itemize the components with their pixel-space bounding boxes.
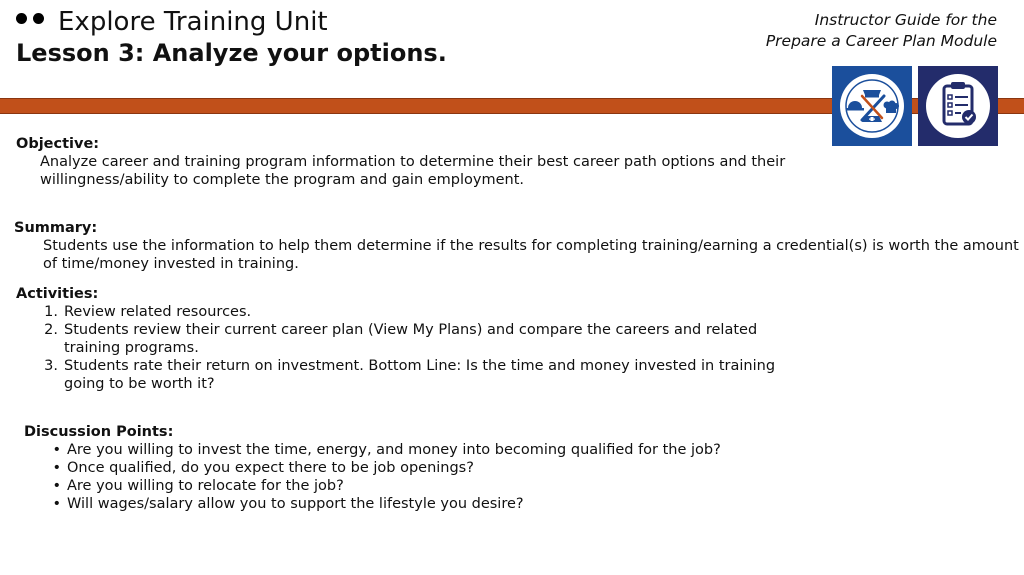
guide-line-1: Instructor Guide for the	[814, 11, 997, 29]
discussion-point: Will wages/salary allow you to support the lifestyle you desire?	[67, 496, 524, 512]
activity-line-2: training programs.	[64, 340, 199, 356]
bullet-icon: •	[52, 496, 61, 512]
discussion-point: Are you willing to relocate for the job?	[67, 478, 344, 494]
activity-line-1: Students rate their return on investment. Bottom Line: Is the time and money invested in training	[64, 358, 776, 374]
summary-line-2: of time/money invested in training.	[43, 256, 299, 272]
bullet-dot-icon	[16, 13, 27, 24]
summary-line-1: Students use the information to help them determine if the results for completing training/earning a credential(s) is worth the amount	[43, 238, 1019, 254]
list-item	[52, 495, 721, 513]
discussion-heading: Discussion Points:	[24, 424, 174, 440]
list-item	[44, 321, 775, 357]
lesson-title: Lesson 3: Analyze your options.	[16, 39, 447, 67]
instructor-guide-label	[766, 10, 997, 52]
bullet-dot-icon	[33, 13, 44, 24]
activities-list	[44, 303, 776, 393]
list-item	[44, 303, 775, 321]
objective-text	[40, 153, 785, 189]
discussion-point: Are you willing to invest the time, energy, and money into becoming qualified for the job?	[67, 442, 721, 458]
list-item	[52, 441, 721, 459]
careers-tools-icon	[832, 66, 912, 146]
objective-line-1: Analyze career and training program information to determine their best career path options and their	[40, 154, 786, 170]
activity-line-1: Review related resources.	[64, 304, 252, 320]
activities-heading: Activities:	[16, 286, 99, 302]
objective-heading: Objective:	[16, 136, 100, 152]
list-item	[52, 459, 721, 477]
list-number: 1.	[44, 304, 58, 320]
bullet-icon: •	[52, 460, 61, 476]
title-bullets	[16, 13, 44, 24]
discussion-list	[52, 441, 721, 513]
activity-line-2: going to be worth it?	[64, 376, 215, 392]
list-item	[52, 477, 721, 495]
unit-title: Explore Training Unit	[58, 7, 328, 37]
list-number: 3.	[44, 358, 58, 374]
bullet-icon: •	[52, 442, 61, 458]
summary-text	[43, 237, 1019, 273]
discussion-point: Once qualified, do you expect there to be job openings?	[67, 460, 474, 476]
objective-line-2: willingness/ability to complete the program and gain employment.	[40, 172, 525, 188]
bullet-icon: •	[52, 478, 61, 494]
summary-heading: Summary:	[14, 220, 98, 236]
list-item	[44, 357, 776, 393]
checklist-clipboard-icon	[918, 66, 998, 146]
guide-line-2: Prepare a Career Plan Module	[765, 32, 997, 50]
activity-line-1: Students review their current career plan (View My Plans) and compare the careers and related	[64, 322, 758, 338]
list-number: 2.	[44, 322, 58, 338]
